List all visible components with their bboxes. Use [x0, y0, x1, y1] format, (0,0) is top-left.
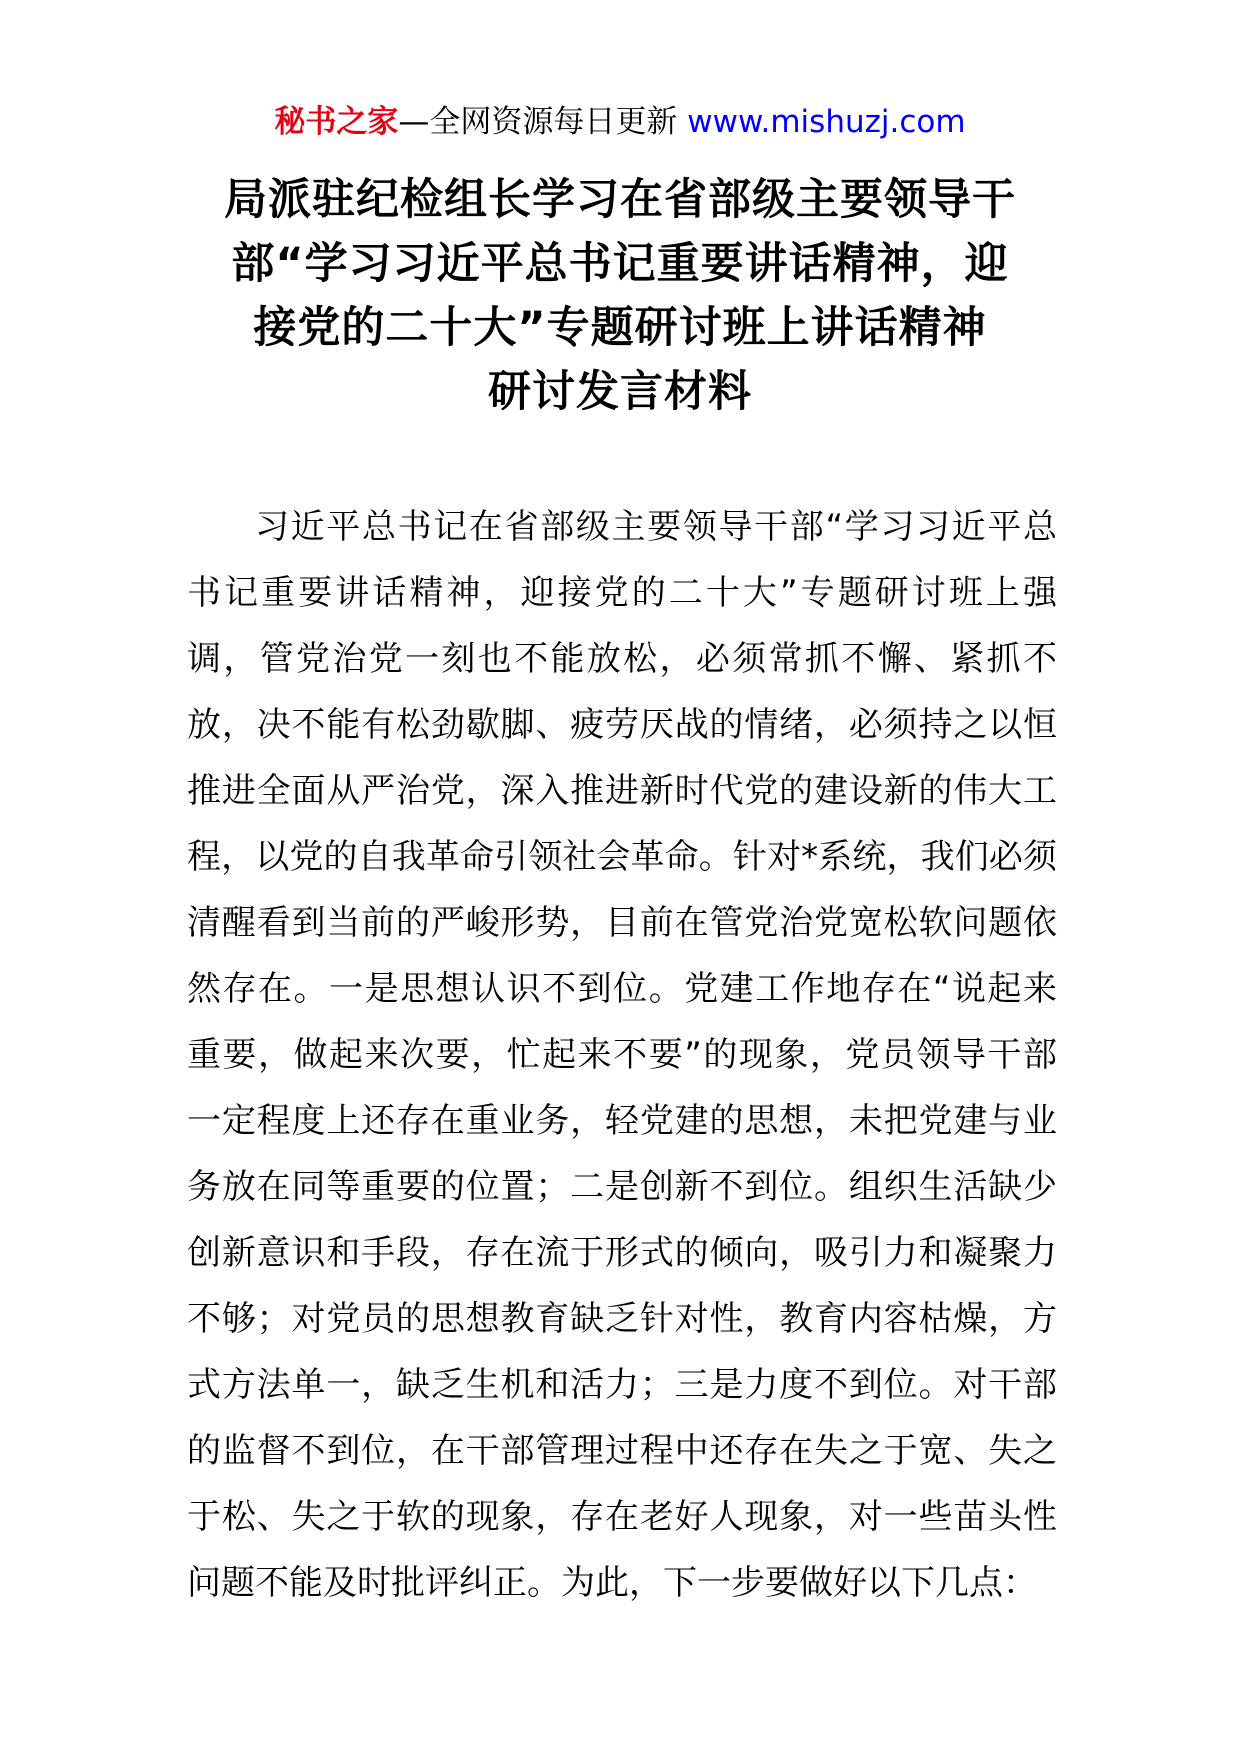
body-line: 程，以党的自我革命引领社会革命。针对*系统，我们必须	[187, 837, 1057, 877]
body-line: 于松、失之于软的现象，存在老好人现象，对一些苗头性	[187, 1497, 1057, 1537]
body-paragraph	[187, 494, 1057, 1616]
title-line: 部“学习习近平总书记重要讲话精神，迎	[231, 239, 1009, 289]
body-line: 调，管党治党一刻也不能放松，必须常抓不懈、紧抓不	[187, 639, 1057, 679]
body-line: 的监督不到位，在干部管理过程中还存在失之于宽、失之	[187, 1431, 1057, 1471]
document-title	[180, 168, 1060, 424]
body-line: 推进全面从严治党，深入推进新时代党的建设新的伟大工	[187, 771, 1057, 811]
site-url-link[interactable]: www.mishuzj.com	[687, 104, 966, 140]
body-line: 创新意识和手段，存在流于形式的倾向，吸引力和凝聚力	[187, 1233, 1057, 1273]
body-line: 习近平总书记在省部级主要领导干部“学习习近平总	[255, 507, 1057, 547]
header-tagline: —全网资源每日更新	[398, 104, 688, 140]
body-line: 务放在同等重要的位置；二是创新不到位。组织生活缺少	[187, 1167, 1057, 1207]
title-line: 研讨发言材料	[488, 367, 752, 417]
brand-name: 秘书之家	[274, 104, 399, 140]
body-line: 式方法单一，缺乏生机和活力；三是力度不到位。对干部	[187, 1365, 1057, 1405]
body-line: 然存在。一是思想认识不到位。党建工作地存在“说起来	[187, 969, 1057, 1009]
body-line: 重要，做起来次要，忙起来不要”的现象，党员领导干部	[187, 1035, 1057, 1075]
title-line: 局派驻纪检组长学习在省部级主要领导干	[224, 175, 1016, 225]
body-line: 问题不能及时批评纠正。为此，下一步要做好以下几点：	[187, 1563, 1037, 1603]
body-line: 放，决不能有松劲歇脚、疲劳厌战的情绪，必须持之以恒	[187, 705, 1057, 745]
body-line: 一定程度上还存在重业务，轻党建的思想，未把党建与业	[187, 1101, 1057, 1141]
body-line: 清醒看到当前的严峻形势，目前在管党治党宽松软问题依	[187, 903, 1057, 943]
body-line: 不够；对党员的思想教育缺乏针对性，教育内容枯燥，方	[187, 1299, 1057, 1339]
body-line: 书记重要讲话精神，迎接党的二十大”专题研讨班上强	[187, 573, 1057, 613]
site-header	[0, 100, 1240, 144]
title-line: 接党的二十大”专题研讨班上讲话精神	[253, 303, 987, 353]
